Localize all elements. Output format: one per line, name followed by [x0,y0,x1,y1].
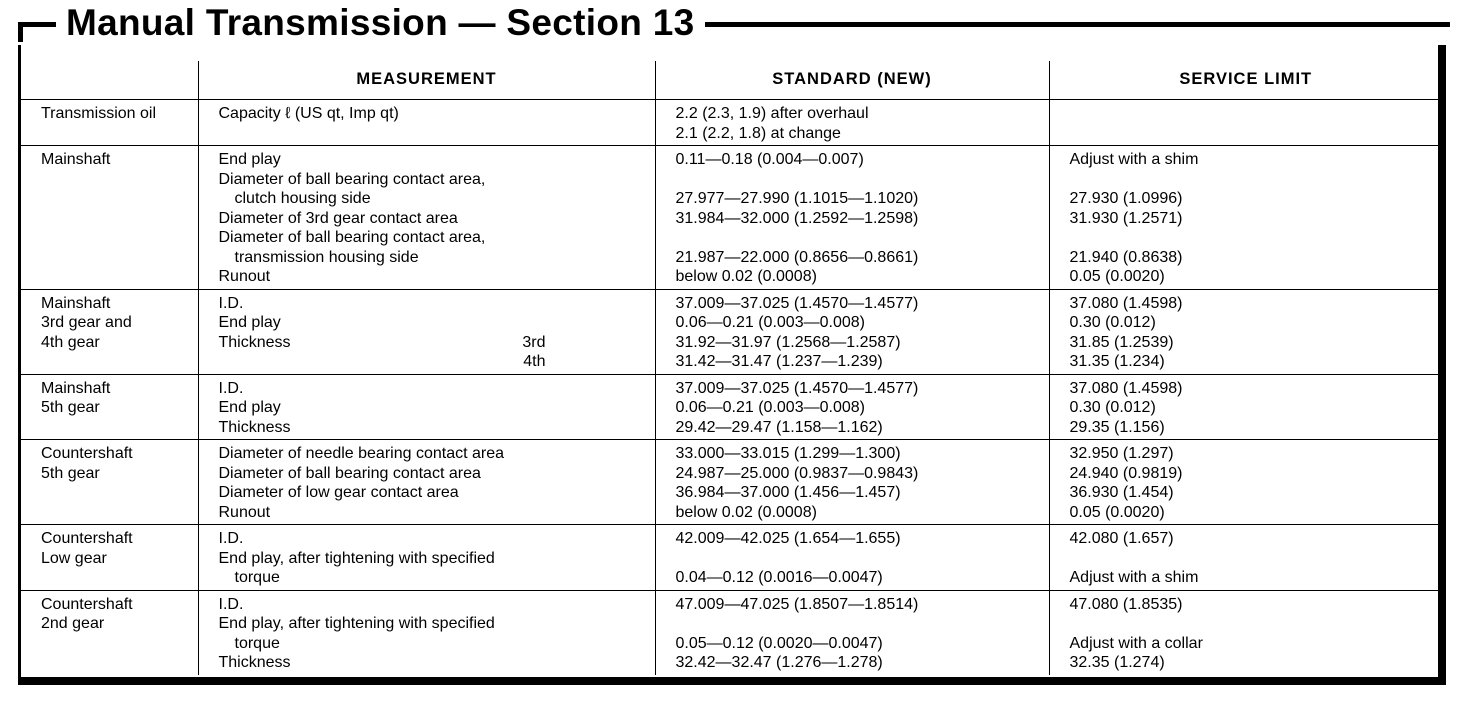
row-standard [655,440,1049,525]
measurement-line: Thickness [218,418,291,436]
header-rule-tick [18,22,23,42]
standard-value: 24.987—25.000 (0.9837—0.9843) [675,464,919,482]
table-row [21,100,1442,146]
service-limit-value [1070,614,1437,634]
standard-value: below 0.02 (0.0008) [675,503,817,521]
standard-value: 0.04—0.12 (0.0016—0.0047) [675,569,883,586]
row-item [21,525,198,591]
measurement-line: transmission housing side [234,248,419,266]
service-limit-value: 31.930 (1.2571) [1069,209,1183,227]
row-measurement [198,525,655,591]
service-limit-value: 32.35 (1.274) [1069,654,1165,671]
section-header [18,0,1450,48]
service-limit-value: 31.85 (1.2539) [1069,333,1174,351]
table-row [21,590,1442,675]
row-service-limit [1049,374,1442,440]
measurement-line: Runout [218,503,271,521]
row-item [21,590,198,675]
standard-value: 0.06—0.21 (0.003—0.008) [675,399,865,416]
standard-value: 0.05—0.12 (0.0020—0.0047) [675,634,883,652]
standard-value: 33.000—33.015 (1.299—1.300) [675,445,901,462]
service-limit-value: 0.05 (0.0020) [1069,503,1165,521]
table-row [21,289,1442,374]
header-standard: STANDARD (NEW) [655,61,1049,100]
service-limit-value: 27.930 (1.0996) [1069,190,1183,207]
row-standard [655,374,1049,440]
row-service-limit [1049,289,1442,374]
item-line: Mainshaft [41,294,111,312]
measurement-line: End play [218,399,281,416]
table-row [21,146,1442,290]
row-standard [655,146,1049,290]
row-service-limit [1049,100,1442,146]
service-limit-value [1070,170,1437,190]
standard-value: 31.984—32.000 (1.2592—1.2598) [675,209,919,227]
standard-value: 37.009—37.025 (1.4570—1.4577) [675,379,919,397]
standard-value [676,170,1043,190]
row-measurement [198,374,655,440]
standard-value: 27.977—27.990 (1.1015—1.1020) [675,190,919,207]
row-service-limit [1049,590,1442,675]
measurement-line [219,333,546,353]
measurement-line: Thickness [218,654,291,671]
measurement-line: I.D. [218,379,244,397]
item-line: Countershaft [41,445,133,462]
row-item [21,100,198,146]
standard-value: below 0.02 (0.0008) [675,268,817,285]
service-limit-value: 29.35 (1.156) [1069,418,1165,436]
row-standard [655,590,1049,675]
standard-value: 42.009—42.025 (1.654—1.655) [675,530,901,547]
measurement-subitem: 4th [523,353,546,370]
measurement-line: Diameter of low gear contact area [218,484,459,501]
item-line: Transmission oil [41,105,156,122]
table-body [21,100,1442,675]
standard-value: 21.987—22.000 (0.8656—0.8661) [675,248,919,266]
row-measurement [198,590,655,675]
row-service-limit [1049,146,1442,290]
row-item [21,440,198,525]
row-item [21,289,198,374]
row-measurement [198,146,655,290]
standard-value: 29.42—29.47 (1.158—1.162) [675,418,883,436]
measurement-line: clutch housing side [234,190,371,207]
standard-value: 31.92—31.97 (1.2568—1.2587) [675,333,901,351]
measurement-line: torque [234,569,280,586]
standard-value: 0.06—0.21 (0.003—0.008) [675,314,865,331]
standard-value: 2.1 (2.2, 1.8) at change [675,124,841,142]
service-limit-value: Adjust with a shim [1069,569,1199,586]
service-limit-value [1070,549,1437,569]
service-limit-value: 0.30 (0.012) [1069,314,1156,331]
standard-value [676,614,1043,634]
measurement-line: Diameter of needle bearing contact area [218,445,505,462]
standard-value: 36.984—37.000 (1.456—1.457) [675,484,901,501]
service-limit-value: 32.950 (1.297) [1069,445,1174,462]
measurement-subitem: 3rd [522,333,546,351]
standard-value [676,228,1043,248]
table-row [21,374,1442,440]
measurement-line: Diameter of ball bearing contact area, [218,170,486,188]
table-row [21,525,1442,591]
measurement-line [219,352,546,372]
row-item [21,146,198,290]
item-line: 5th gear [41,464,100,482]
standard-value [676,549,1043,569]
service-limit-value: 37.080 (1.4598) [1069,294,1183,312]
standard-value: 2.2 (2.3, 1.9) after overhaul [675,105,869,122]
service-limit-value: 0.05 (0.0020) [1069,268,1165,285]
service-limit-value: 47.080 (1.8535) [1069,595,1183,613]
row-standard [655,100,1049,146]
header-item [21,61,198,100]
header-measurement: MEASUREMENT [198,61,655,100]
standard-value: 31.42—31.47 (1.237—1.239) [675,353,883,370]
measurement-line: Runout [218,268,271,285]
row-service-limit [1049,440,1442,525]
service-limit-value: 36.930 (1.454) [1069,484,1174,501]
measurement-line: End play, after tightening with specified [218,615,495,632]
row-measurement [198,289,655,374]
item-line: Countershaft [41,595,133,613]
service-limit-value: 37.080 (1.4598) [1069,379,1183,397]
service-limit-value: Adjust with a shim [1069,151,1199,168]
item-line: Low gear [41,549,107,567]
service-limit-value: 21.940 (0.8638) [1069,248,1183,266]
measurement-line: End play [218,151,281,168]
service-limit-value: 42.080 (1.657) [1069,530,1174,547]
row-standard [655,289,1049,374]
service-limit-value [1070,124,1437,144]
specs-table [21,61,1442,675]
item-line: 2nd gear [41,615,105,632]
header-service-limit: SERVICE LIMIT [1049,61,1442,100]
measurement-line: End play [218,314,281,331]
standard-value: 47.009—47.025 (1.8507—1.8514) [675,595,919,613]
item-line: Mainshaft [41,379,111,397]
row-item [21,374,198,440]
measurement-line: Diameter of ball bearing contact area [218,464,481,482]
measurement-line: I.D. [218,595,244,613]
measurement-line: I.D. [218,294,244,312]
service-limit-value [1070,104,1437,124]
service-limit-value: 0.30 (0.012) [1069,399,1156,416]
table-row [21,440,1442,525]
service-limit-value: Adjust with a collar [1069,634,1203,652]
measurement-line: Diameter of 3rd gear contact area [218,209,458,227]
standard-value: 37.009—37.025 (1.4570—1.4577) [675,294,919,312]
measurement-line: Capacity ℓ (US qt, Imp qt) [218,105,399,122]
item-line: 4th gear [41,333,100,351]
item-line: 5th gear [41,399,100,416]
standard-value: 32.42—32.47 (1.276—1.278) [675,654,883,671]
row-standard [655,525,1049,591]
measurement-text: Thickness [218,333,291,351]
measurement-line: I.D. [218,530,244,547]
page-title: Manual Transmission — Section 13 [56,0,705,46]
measurement-line: Diameter of ball bearing contact area, [218,229,486,246]
service-limit-value: 31.35 (1.234) [1069,353,1165,370]
measurement-line: torque [234,634,280,652]
row-service-limit [1049,525,1442,591]
header-row [21,61,1442,100]
service-limit-value: 24.940 (0.9819) [1069,464,1183,482]
item-line: 3rd gear and [41,314,132,331]
row-measurement [198,100,655,146]
item-line: Countershaft [41,530,133,547]
service-limit-value [1070,228,1437,248]
measurement-line: End play, after tightening with specified [218,549,495,567]
row-measurement [198,440,655,525]
standard-value: 0.11—0.18 (0.004—0.007) [675,151,864,168]
item-line: Mainshaft [41,151,111,168]
